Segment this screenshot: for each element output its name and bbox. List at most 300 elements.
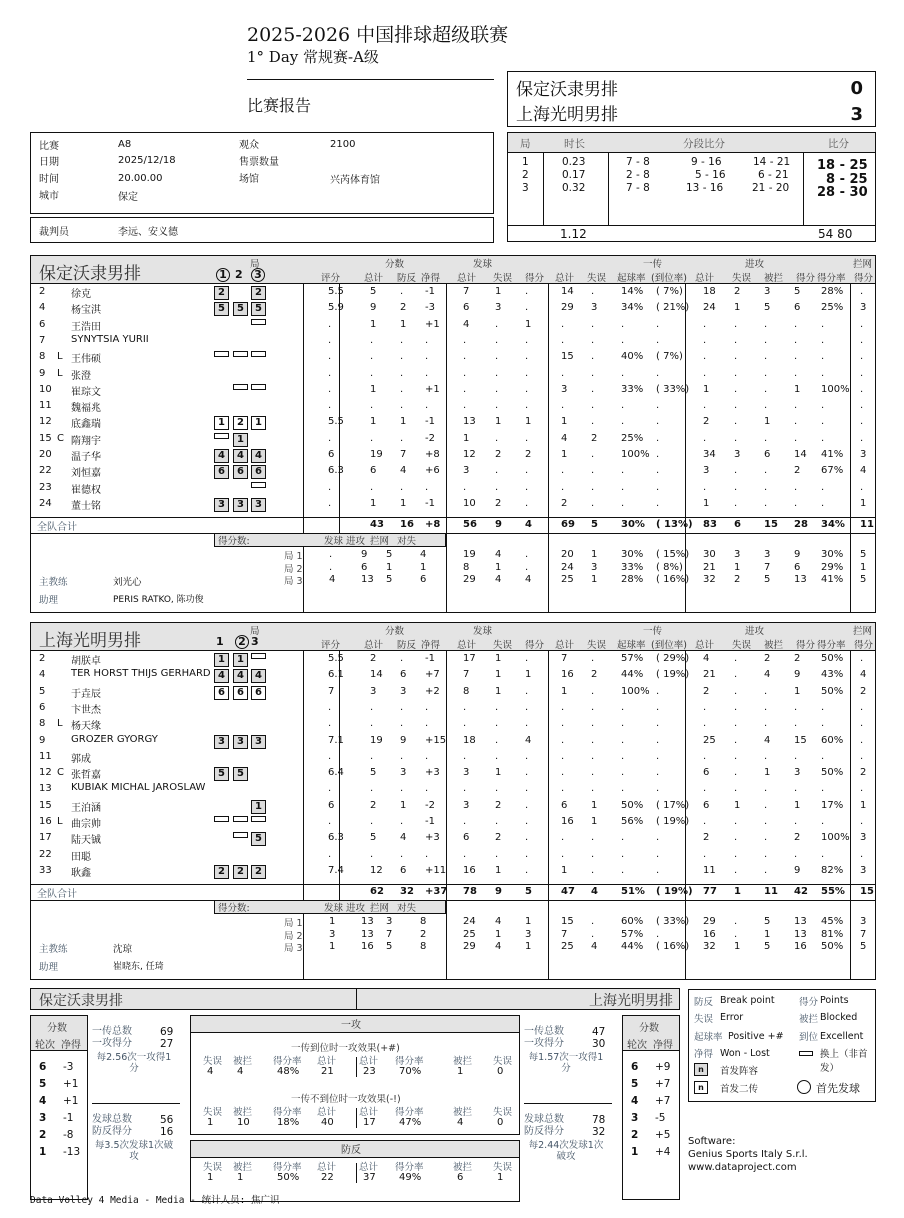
per-set-apct: 29%	[821, 561, 844, 573]
stat-bk: .	[860, 816, 864, 827]
stat-ab: 1	[764, 416, 771, 428]
stat-re: .	[591, 832, 595, 844]
stat-at: 21	[703, 669, 716, 681]
total-bp: 32	[400, 886, 414, 897]
set-head: 1	[216, 268, 230, 282]
stat-vote: 6.3	[328, 832, 344, 844]
stat-ab: 2	[764, 653, 771, 664]
per-set-at: 32	[703, 941, 716, 952]
scored-value: 1	[420, 561, 427, 573]
per-set-ab: 7	[764, 561, 771, 573]
stat-rx: ( 7%)	[656, 286, 683, 297]
player-row[interactable]	[31, 652, 875, 668]
scored-value: 16	[361, 941, 374, 952]
col-rec_pos: 起球率	[617, 640, 646, 651]
stat-sp: .	[525, 302, 529, 314]
stat-ap: .	[794, 351, 798, 363]
player-row[interactable]	[31, 301, 875, 317]
per-set-re: 3	[591, 561, 598, 573]
rotation-position-box: 5	[251, 302, 266, 316]
rot-title: 分数	[639, 1023, 659, 1034]
stat-net: .	[425, 783, 429, 795]
stat-ap: .	[794, 367, 798, 379]
set-scores	[507, 132, 876, 242]
value: 1	[497, 1172, 504, 1183]
stat-st: 7	[463, 669, 470, 681]
col-pts_bp: 防反	[397, 640, 417, 651]
stat-bp: 1	[400, 799, 407, 811]
partial: 14 - 21	[753, 156, 791, 168]
col-head: 失误	[493, 1107, 513, 1118]
stat-rp: .	[621, 767, 625, 779]
legend-key: 到位	[799, 1032, 819, 1043]
stat-ab: .	[764, 848, 768, 860]
stat-at: .	[703, 334, 707, 346]
stat-st: .	[463, 783, 467, 795]
player-row[interactable]	[31, 432, 875, 448]
player-row[interactable]	[31, 864, 875, 880]
stat-rt: 1	[561, 864, 568, 876]
per-set-rx: ( 16%)	[656, 574, 690, 585]
player-number: 22	[39, 848, 52, 860]
col-att_err: 失误	[732, 640, 752, 651]
rotation-position-box: 6	[251, 465, 266, 479]
col-head: 失误	[493, 1056, 513, 1067]
match-code: A8	[118, 139, 132, 150]
divider	[247, 79, 494, 80]
stat-bk: .	[860, 432, 864, 444]
rotation-position-box: 1	[251, 416, 266, 430]
stat-rx: .	[656, 701, 660, 713]
rotation: 3	[39, 1112, 47, 1124]
value: 1	[207, 1117, 214, 1128]
stat-vote: .	[328, 318, 332, 330]
player-row[interactable]	[31, 448, 875, 464]
rot-title: 分数	[47, 1023, 67, 1034]
player-row[interactable]	[31, 734, 875, 750]
player-name: 曲宗帅	[71, 819, 101, 830]
stat-bk: .	[860, 734, 864, 746]
rotation: 5	[631, 1078, 639, 1090]
report-title: 比赛报告	[247, 96, 312, 115]
stat-bk: .	[860, 848, 864, 860]
referees: 李远、安义德	[118, 227, 178, 238]
scored-value: 6	[420, 574, 427, 585]
stat-rx: ( 29%)	[656, 653, 690, 664]
stat-st: 4	[463, 318, 470, 330]
per-set-row	[31, 916, 875, 929]
stat-re: .	[591, 497, 595, 509]
stat-net: -1	[425, 497, 435, 509]
stat-sp: .	[525, 718, 529, 730]
stat-bp: .	[400, 351, 404, 363]
col-att_total: 总计	[695, 273, 715, 284]
stat-rp: .	[621, 832, 625, 844]
player-number: 12	[39, 416, 52, 428]
per-set-ae: .	[734, 928, 738, 940]
stat-at: 18	[703, 286, 716, 297]
stat-apct: 50%	[821, 767, 844, 779]
player-name: 张哲嘉	[71, 770, 101, 782]
stat-apct: 41%	[821, 449, 844, 460]
stat-vote: 5.5	[328, 286, 344, 297]
legend-value: Positive +#	[728, 1031, 784, 1042]
stat-pt: 5	[370, 767, 377, 779]
per-set-ab: 5	[764, 574, 771, 585]
substitute-icon	[251, 351, 266, 357]
player-name: 王浩田	[71, 321, 101, 333]
per-set-label: 局 3	[284, 943, 303, 954]
rotation-position-box: 5	[214, 767, 229, 781]
stat-rx: .	[656, 734, 660, 746]
stat-at: .	[703, 481, 707, 493]
partial: 13 - 16	[686, 182, 724, 194]
player-row[interactable]	[31, 318, 875, 334]
total-net: +37	[425, 886, 448, 897]
stat-rp: .	[621, 400, 625, 412]
stat-rp: .	[621, 750, 625, 762]
stat-rx: .	[656, 400, 660, 412]
stat-at: 1	[703, 383, 710, 395]
col-head: 被拦	[233, 1056, 253, 1067]
legend-key: 得分	[799, 997, 819, 1008]
home-team-name: 保定沃隶男排	[516, 80, 618, 100]
value: 6	[457, 1172, 464, 1183]
partial: 9 - 16	[691, 156, 722, 168]
total-ae: 1	[734, 886, 741, 897]
stat-re: .	[591, 286, 595, 297]
player-role: L	[57, 351, 63, 363]
match-city: 保定	[118, 192, 138, 203]
stat-ap: .	[794, 701, 798, 713]
player-row[interactable]	[31, 367, 875, 383]
player-row[interactable]	[31, 750, 875, 766]
col-group: 一传	[643, 259, 663, 270]
col-att_pts: 得分	[796, 273, 816, 284]
player-number: 17	[39, 832, 52, 844]
col-group: 一传	[643, 626, 663, 637]
player-row[interactable]	[31, 464, 875, 480]
per-set-st: 29	[463, 574, 476, 585]
set-score: 28 - 30	[817, 185, 868, 200]
match-date: 2025/12/18	[118, 155, 176, 166]
stat-vote: .	[328, 481, 332, 493]
team-totals-row	[31, 518, 875, 534]
scored-value: 1	[386, 561, 393, 573]
value: 37	[363, 1172, 376, 1183]
per-set-apct: 50%	[821, 941, 844, 952]
stat-vote: .	[328, 750, 332, 762]
stat-ae: .	[734, 318, 738, 330]
rotation-summary	[30, 1015, 88, 1200]
per-set-ap: 16	[794, 941, 807, 952]
stat-pt: 2	[370, 653, 377, 664]
stat-at: .	[703, 318, 707, 330]
stat-re: .	[591, 685, 595, 697]
stat-se: .	[495, 400, 499, 412]
stat-ae: .	[734, 783, 738, 795]
stat-apct: .	[821, 783, 825, 795]
stat-ap: 1	[794, 799, 801, 811]
player-row[interactable]	[31, 717, 875, 733]
label: 日期	[39, 157, 59, 168]
player-row[interactable]	[31, 415, 875, 431]
per-set-bk: 1	[860, 561, 867, 573]
legend-value: Won - Lost	[720, 1048, 770, 1059]
stat-st: .	[463, 701, 467, 713]
rotation-position-box: 3	[251, 735, 266, 749]
legend-value: Break point	[720, 995, 775, 1006]
stat-ae: .	[734, 334, 738, 346]
scored-value: .	[329, 561, 333, 573]
rotation-net: -3	[63, 1061, 74, 1073]
per-set-ab: 5	[764, 916, 771, 927]
stat-net: .	[425, 334, 429, 346]
rotation-position-box: 2	[233, 865, 248, 879]
stat-pt: .	[370, 367, 374, 379]
stat-bk: .	[860, 318, 864, 330]
stat-bk: .	[860, 750, 864, 762]
stat-bk: .	[860, 653, 864, 664]
rotation-net: +1	[63, 1095, 79, 1107]
stat-re: .	[591, 481, 595, 493]
total-st: 78	[463, 886, 477, 897]
legend-key: 净得	[694, 1049, 714, 1060]
scored-header	[214, 534, 446, 547]
ratio-text: 每1.57次一攻得1分	[528, 1052, 604, 1074]
per-set-rp: 28%	[621, 574, 644, 585]
player-number: 16	[39, 816, 52, 827]
stat-st: .	[463, 848, 467, 860]
stat-apct: .	[821, 701, 825, 713]
stat-vote: .	[328, 367, 332, 379]
total-rx: ( 13%)	[656, 519, 693, 530]
software-url[interactable]: www.dataproject.com	[688, 1162, 797, 1173]
label: 发球总数	[92, 1114, 132, 1125]
scored-col: 进攻	[346, 536, 366, 547]
value: 40	[321, 1117, 334, 1128]
per-set-ae: 1	[734, 561, 741, 573]
stat-apct: .	[821, 318, 825, 330]
software-credit	[688, 1135, 808, 1174]
legend-value: 首先发球	[816, 1082, 860, 1095]
stat-rt: 2	[561, 497, 568, 509]
col-group: 发球	[473, 626, 493, 637]
away-team-stats	[30, 622, 876, 980]
stat-bp: .	[400, 432, 404, 444]
side-stats	[524, 1022, 619, 1172]
stat-rx: .	[656, 465, 660, 477]
stat-re: .	[591, 383, 595, 395]
stat-st: .	[463, 367, 467, 379]
stat-rx: .	[656, 318, 660, 330]
stat-rp: 33%	[621, 383, 644, 395]
stat-net: -1	[425, 816, 435, 827]
per-set-sp: 3	[525, 928, 532, 940]
stat-vote: .	[328, 400, 332, 412]
player-number: 22	[39, 465, 52, 477]
stat-rp: 40%	[621, 351, 644, 363]
scored-col: 对失	[397, 536, 417, 547]
stat-sp: .	[525, 432, 529, 444]
set-head: 3	[251, 268, 265, 282]
stat-pt: .	[370, 432, 374, 444]
stat-net: +3	[425, 832, 440, 844]
stat-se: .	[495, 481, 499, 493]
player-row[interactable]	[31, 481, 875, 497]
partial: 6 - 21	[758, 169, 789, 181]
label: 一攻得分	[92, 1038, 132, 1049]
player-row[interactable]	[31, 334, 875, 350]
stat-se: .	[495, 465, 499, 477]
stat-st: .	[463, 351, 467, 363]
stat-ab: .	[764, 351, 768, 363]
scored-value: 5	[386, 549, 393, 560]
stat-sp: .	[525, 701, 529, 713]
player-name: KUBIAK MICHAL JAROSLAW	[71, 782, 206, 794]
player-role: C	[57, 432, 64, 444]
stat-apct: 17%	[821, 799, 844, 811]
per-set-rt: 20	[561, 549, 574, 560]
stat-net: +7	[425, 669, 440, 681]
value: 21	[321, 1066, 334, 1077]
player-name: 杨宝淇	[71, 305, 101, 317]
player-row[interactable]	[31, 285, 875, 301]
partial: 5 - 16	[695, 169, 726, 181]
stat-rt: .	[561, 481, 565, 493]
stat-net: .	[425, 351, 429, 363]
stat-sp: .	[525, 351, 529, 363]
total-rt: 47	[561, 886, 575, 897]
col-group: 进攻	[745, 626, 765, 637]
value: 22	[321, 1172, 334, 1183]
stat-sp: .	[525, 653, 529, 664]
stat-net: .	[425, 481, 429, 493]
stat-rx: .	[656, 685, 660, 697]
assistant-label: 助理	[39, 595, 59, 606]
substitute-icon	[233, 816, 248, 822]
stat-bp: .	[400, 718, 404, 730]
player-row[interactable]	[31, 831, 875, 847]
partial: 7 - 8	[626, 156, 650, 168]
legend-value: Excellent	[820, 1031, 864, 1042]
rotation-position-box: 6	[214, 686, 229, 700]
col-head: 得分率	[395, 1107, 424, 1118]
stat-ab: .	[764, 383, 768, 395]
scored-value: 2	[420, 928, 427, 940]
rotation-position-box: 4	[214, 449, 229, 463]
totals-label: 全队合计	[37, 889, 77, 900]
team-name: 保定沃隶男排	[39, 264, 141, 284]
player-role: L	[57, 816, 63, 827]
substitute-icon	[233, 351, 248, 357]
stat-rt: .	[561, 832, 565, 844]
col-group: 拦网	[853, 259, 873, 270]
stat-net: .	[425, 367, 429, 379]
player-number: 6	[39, 318, 46, 330]
stat-apct: 43%	[821, 669, 844, 681]
player-row[interactable]	[31, 799, 875, 815]
stat-vote: 5.9	[328, 302, 344, 314]
stat-ap: .	[794, 718, 798, 730]
stat-at: .	[703, 367, 707, 379]
player-row[interactable]	[31, 685, 875, 701]
stat-st: 6	[463, 302, 470, 314]
player-row[interactable]	[31, 399, 875, 415]
rotation-position-box: 2	[233, 416, 248, 430]
rotation-position-box: 1	[233, 653, 248, 667]
stat-rp: 14%	[621, 286, 644, 297]
player-row[interactable]	[31, 848, 875, 864]
stat-re: .	[591, 848, 595, 860]
stat-ab: 1	[764, 767, 771, 779]
player-row[interactable]	[31, 668, 875, 684]
stat-rp: .	[621, 465, 625, 477]
player-row[interactable]	[31, 383, 875, 399]
rotation-position-box: 5	[233, 767, 248, 781]
scored-value: 8	[420, 941, 427, 952]
player-row[interactable]	[31, 350, 875, 366]
stat-re: 3	[591, 302, 598, 314]
col-blk_pts: 得分	[854, 640, 874, 651]
stat-ap: 1	[794, 383, 801, 395]
player-name: 底鑫瑞	[71, 419, 101, 431]
stat-ap: .	[794, 318, 798, 330]
stat-vote: 7	[328, 685, 335, 697]
player-row[interactable]	[31, 497, 875, 513]
stat-rp: 25%	[621, 432, 644, 444]
player-row[interactable]	[31, 766, 875, 782]
stat-ae: .	[734, 685, 738, 697]
stat-rp: .	[621, 734, 625, 746]
player-number: 2	[39, 286, 46, 297]
coach-name: 沈琼	[113, 944, 133, 955]
col-rec_total: 总计	[555, 640, 575, 651]
per-set-ae: 1	[734, 941, 741, 952]
stat-net: -3	[425, 302, 435, 314]
stat-bk: .	[860, 416, 864, 428]
stat-rt: .	[561, 783, 565, 795]
stat-pt: .	[370, 848, 374, 860]
stat-apct: 100%	[821, 832, 850, 844]
per-set-rp: 44%	[621, 941, 644, 952]
substitute-icon	[214, 816, 229, 822]
value: 18%	[277, 1117, 300, 1128]
per-set-label: 局 3	[284, 576, 303, 587]
value: 0	[497, 1117, 504, 1128]
stat-pt: 1	[370, 416, 377, 428]
stat-pt: 19	[370, 449, 383, 460]
per-set-rx: ( 8%)	[656, 561, 683, 573]
stat-net: -1	[425, 286, 435, 297]
label: 裁判员	[39, 227, 69, 238]
stat-ap: 15	[794, 734, 807, 746]
scored-value: 13	[361, 574, 374, 585]
partial: 21 - 20	[752, 182, 790, 194]
stat-apct: 50%	[821, 653, 844, 664]
col-head: 被拦	[453, 1056, 473, 1067]
player-row[interactable]	[31, 815, 875, 831]
stat-net: .	[425, 718, 429, 730]
player-row[interactable]	[31, 701, 875, 717]
away-sets-won: 3	[850, 104, 863, 125]
stat-ae: 1	[734, 302, 741, 314]
player-row[interactable]	[31, 782, 875, 798]
stat-sp: .	[525, 400, 529, 412]
stat-se: .	[495, 783, 499, 795]
stat-at: 24	[703, 302, 716, 314]
stat-rx: .	[656, 334, 660, 346]
